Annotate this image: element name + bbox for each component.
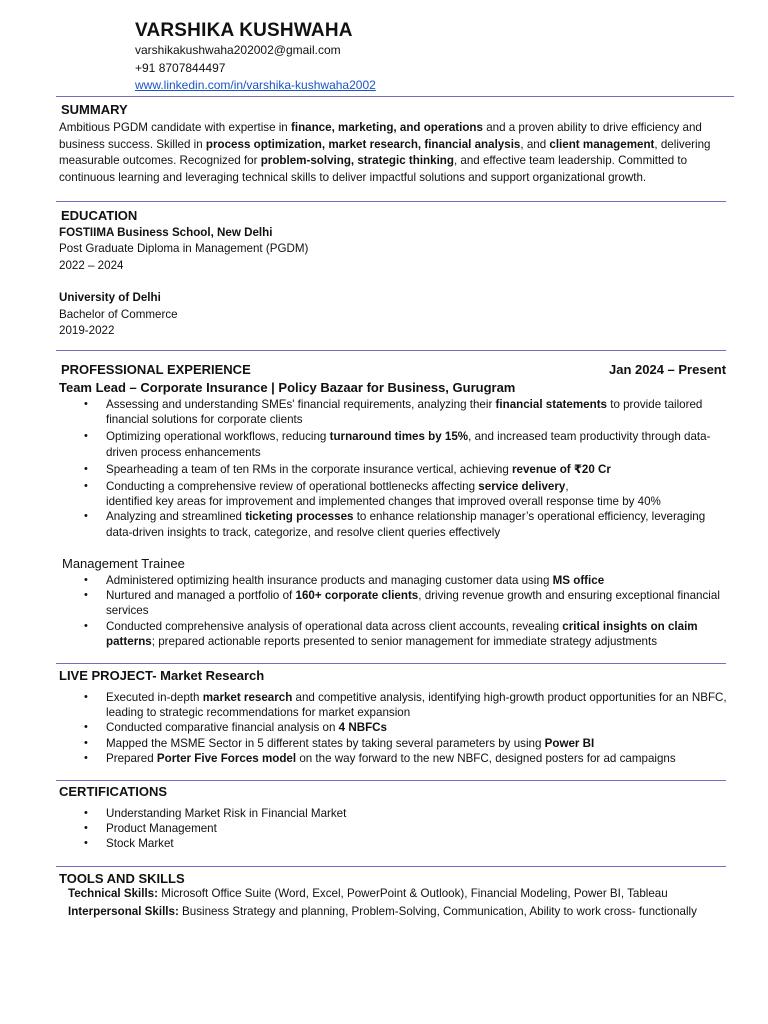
bullet-text: Mapped the MSME Sector in 5 different states by taking several parameters by using <box>106 736 545 750</box>
bullet-highlight: Porter Five Forces model <box>156 751 297 765</box>
summary-highlight: client management <box>549 137 655 151</box>
list-item <box>106 690 728 720</box>
list-item <box>106 573 728 588</box>
summary-highlight: problem-solving, strategic thinking <box>260 154 454 168</box>
bullet-highlight: Power BI <box>544 736 595 750</box>
bullet-text: , <box>565 480 569 494</box>
technical-skills <box>68 886 748 903</box>
skills-value: Business Strategy and planning, Problem-Solving, Communication, Ability to work cross- functionally <box>178 905 697 918</box>
summary-heading: SUMMARY <box>61 102 128 117</box>
divider <box>56 350 726 351</box>
bullet-highlight: financial statements <box>495 398 607 411</box>
email-address: varshikakushwaha202002@gmail.com <box>135 43 341 57</box>
bullet-text: to provide tailored financial solutions for corporate clients <box>106 398 703 427</box>
bullet-text: Optimizing operational workflows, reducing <box>106 430 330 444</box>
bullet-text: Conducting a comprehensive review of operational bottlenecks affecting <box>106 480 479 494</box>
candidate-name: VARSHIKA KUSHWAHA <box>135 20 353 41</box>
role-heading: Management Trainee <box>62 556 185 571</box>
bullet-text: Spearheading a team of ten RMs in the corporate insurance vertical, achieving <box>106 462 513 476</box>
bullet-highlight: market research <box>202 691 293 704</box>
divider <box>56 96 734 97</box>
experience-heading: PROFESSIONAL EXPERIENCE <box>61 362 251 377</box>
bullet-text: Conducted comprehensive analysis of operational data across client accounts, revealing <box>106 619 563 633</box>
education-years: 2022 – 2024 <box>59 259 124 272</box>
bullet-text: , and increased team productivity through data-driven process enhancements <box>106 430 711 459</box>
bullet-text: identified key areas for improvement and implemented changes that improved overall response time by 40% <box>106 495 661 509</box>
bullet-highlight: turnaround times by 15% <box>329 430 469 444</box>
bullet-highlight: revenue of ₹20 Cr <box>512 462 611 476</box>
list-item <box>106 462 728 477</box>
bullet-text: Analyzing and streamlined <box>106 510 246 524</box>
summary-part: Ambitious PGDM candidate with expertise in <box>59 121 291 134</box>
bullet-text: Prepared <box>106 751 157 765</box>
list-item <box>106 479 728 509</box>
skills-value: Microsoft Office Suite (Word, Excel, PowerPoint & Outlook), Financial Modeling, Power BI, Tableau <box>158 887 668 900</box>
project-heading: LIVE PROJECT- Market Research <box>59 668 265 683</box>
bullet-text: to enhance relationship manager’s operational efficiency, leveraging data-driven insights to track, categorize, and resolve client queries effectively <box>106 510 706 539</box>
phone-number: +91 8707844497 <box>135 61 226 75</box>
bullet-text: and competitive analysis, identifying high-growth product opportunities for an NBFC, leading to strategic recommendations for market expansion <box>106 691 727 720</box>
education-years: 2019-2022 <box>59 324 115 337</box>
list-item: • Product Management <box>106 821 728 836</box>
summary-part: and a proven ability to drive efficiency and business success. Skilled in <box>59 121 702 151</box>
list-item <box>106 720 728 735</box>
certification-list <box>106 806 728 852</box>
list-item <box>106 397 728 427</box>
role-heading: Team Lead – Corporate Insurance | Policy Bazaar for Business, Gurugram <box>59 380 516 395</box>
school-name: FOSTIIMA Business School, New Delhi <box>59 226 273 239</box>
list-item <box>106 509 728 539</box>
bullet-highlight: critical insights on claim patterns <box>106 619 698 648</box>
school-name: University of Delhi <box>59 291 161 304</box>
summary-part: , and effective team leadership. Committed to continuous learning and leveraging technical skills to deliver impactful solutions and support organizational growth. <box>59 154 688 184</box>
list-item <box>106 429 728 459</box>
degree-name: Post Graduate Diploma in Management (PGDM) <box>59 242 309 255</box>
experience-date: Jan 2024 – Present <box>609 362 727 377</box>
bullet-highlight: 160+ corporate clients <box>295 589 419 603</box>
bullet-text: Nurtured and managed a portfolio of <box>106 589 296 603</box>
list-item: • Stock Market <box>106 836 728 851</box>
bullet-text: Executed in-depth <box>106 691 203 704</box>
bullet-text: Assessing and understanding SMEs' financial requirements, analyzing their <box>106 398 496 411</box>
bullet-highlight: MS office <box>552 574 605 587</box>
skills-label: Interpersonal Skills: <box>68 905 179 918</box>
bullet-highlight: service delivery <box>478 480 566 494</box>
bullet-highlight: ticketing processes <box>245 510 354 524</box>
divider <box>56 663 726 664</box>
divider <box>56 201 726 202</box>
list-item <box>106 736 728 751</box>
linkedin-link[interactable]: www.linkedin.com/in/varshika-kushwaha2002 <box>135 78 376 92</box>
role2-bullets <box>106 573 728 649</box>
divider <box>56 866 726 867</box>
skills-label: Technical Skills: <box>68 887 158 900</box>
skills-heading: TOOLS AND SKILLS <box>59 871 185 886</box>
list-item <box>106 751 728 766</box>
summary-part: , and <box>520 137 550 151</box>
summary-part: , delivering measurable outcomes. Recognized for <box>59 137 711 168</box>
interpersonal-skills <box>68 904 758 921</box>
bullet-highlight: 4 NBFCs <box>338 721 387 735</box>
summary-highlight: process optimization, market research, financial analysis <box>205 137 521 151</box>
degree-name: Bachelor of Commerce <box>59 308 178 321</box>
list-item <box>106 588 728 618</box>
project-bullets <box>106 690 728 766</box>
summary-text <box>59 120 727 186</box>
divider <box>56 780 726 781</box>
summary-highlight: finance, marketing, and operations <box>290 121 483 134</box>
role1-bullets <box>106 397 728 540</box>
bullet-text: Administered optimizing health insurance products and managing customer data using <box>106 574 553 587</box>
list-item <box>106 619 728 649</box>
bullet-text: on the way forward to the new NBFC, designed posters for ad campaigns <box>296 751 676 765</box>
certifications-heading: CERTIFICATIONS <box>59 784 168 799</box>
bullet-text: ; prepared actionable reports presented to senior management for immediate strategy adjustments <box>151 634 657 648</box>
list-item: • Understanding Market Risk in Financial Market <box>106 806 728 821</box>
bullet-text: Conducted comparative financial analysis on <box>106 721 339 735</box>
bullet-text: , driving revenue growth and ensuring exceptional financial services <box>106 589 720 618</box>
education-heading: EDUCATION <box>61 208 138 223</box>
